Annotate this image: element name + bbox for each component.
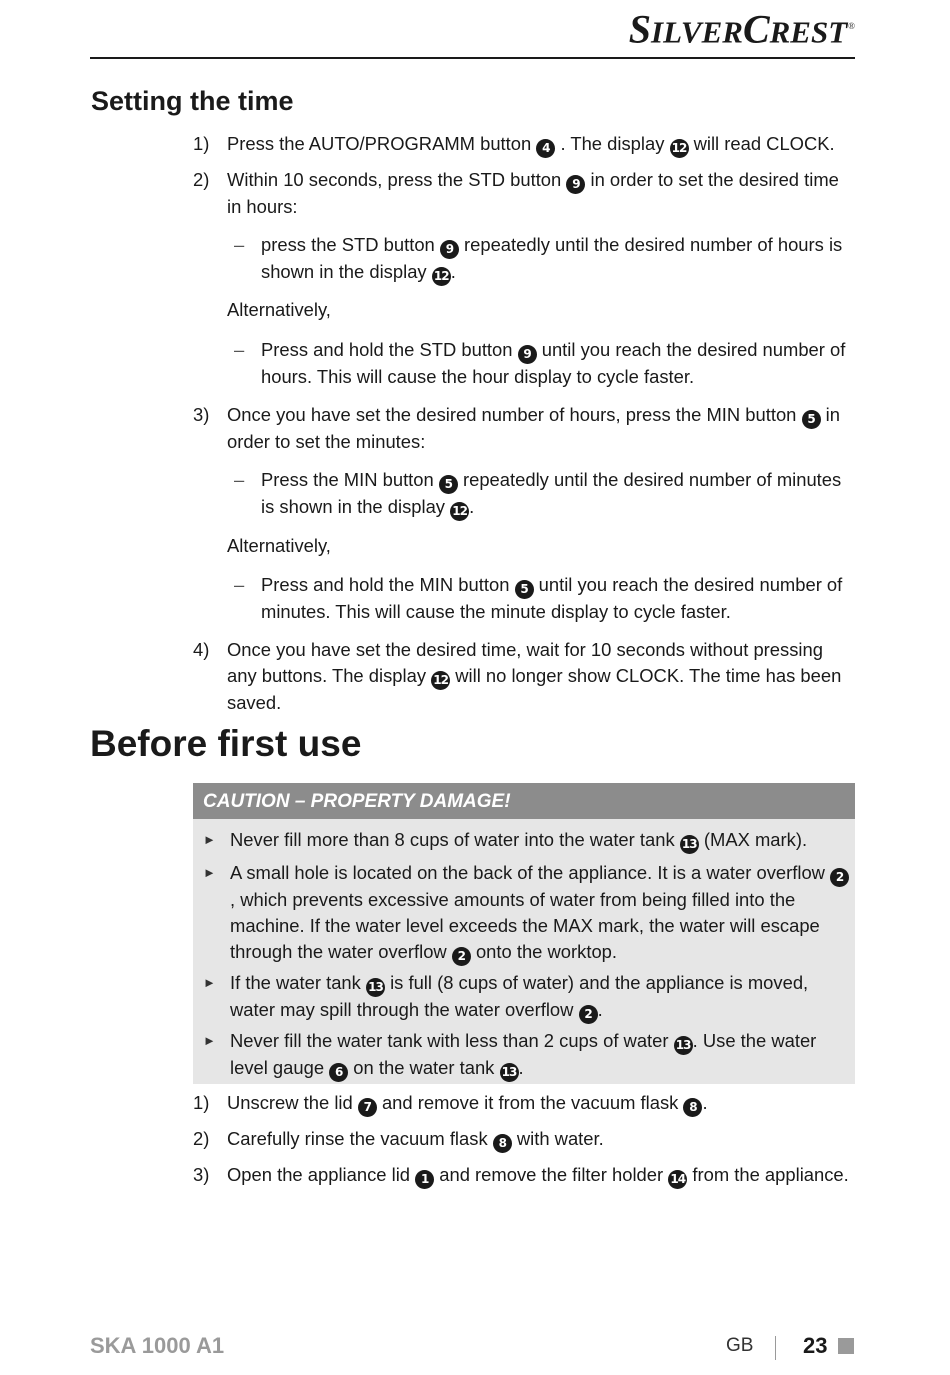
caution-header: CAUTION – PROPERTY DAMAGE! (193, 783, 855, 819)
brand-logo: SILVERCREST® (628, 6, 855, 52)
bullet-text: Never fill more than 8 cups of water into the water tank 13 (MAX mark). (230, 827, 850, 854)
ref-badge: 13 (500, 1063, 519, 1082)
dash-marker: – (234, 339, 245, 360)
footer-divider (775, 1336, 776, 1360)
step-number: 2) (193, 1128, 210, 1149)
alternatively-text-2: Alternatively, (227, 535, 331, 556)
dash-marker: – (234, 234, 245, 255)
dash-marker: – (234, 574, 245, 595)
ref-badge: 1 (415, 1170, 434, 1189)
footer-page-number: 23 (803, 1333, 828, 1358)
ref-badge: 7 (358, 1098, 377, 1117)
ref-badge: 12 (670, 139, 689, 158)
header-rule (90, 57, 855, 59)
substep-text: press the STD button 9 repeatedly until the desired number of hours is shown in the display 12 . (261, 232, 856, 286)
ref-badge: 5 (802, 410, 821, 429)
step-number: 1) (193, 1092, 210, 1113)
ref-badge: 13 (366, 978, 385, 997)
ref-badge: 2 (452, 947, 471, 966)
ref-badge: 9 (440, 240, 459, 259)
step-number: 3) (193, 404, 210, 425)
ref-badge: 8 (493, 1134, 512, 1153)
substep-text: Press the MIN button 5 repeatedly until the desired number of minutes is shown in the display 12 . (261, 467, 856, 521)
ref-badge: 5 (515, 580, 534, 599)
step-text: Press the AUTO/PROGRAMM button 4 . The display 12 will read CLOCK. (227, 131, 857, 158)
step-number: 2) (193, 169, 210, 190)
ref-badge: 8 (683, 1098, 702, 1117)
ref-badge: 5 (439, 475, 458, 494)
bullet-text: If the water tank 13 is full (8 cups of water) and the appliance is moved, water may spill through the water overflow 2 . (230, 970, 850, 1024)
arrow-bullet-icon: ► (203, 832, 216, 847)
arrow-bullet-icon: ► (203, 1033, 216, 1048)
step-number: 3) (193, 1164, 210, 1185)
ref-badge: 14 (668, 1170, 687, 1189)
step-text: Unscrew the lid 7 and remove it from the vacuum flask 8 . (227, 1090, 857, 1117)
substep-text: Press and hold the STD button 9 until you reach the desired number of hours. This will cause the hour display to cycle faster. (261, 339, 846, 387)
section-title-before-first-use: Before first use (90, 723, 362, 764)
ref-badge: 12 (450, 502, 469, 521)
step-number: 1) (193, 133, 210, 154)
ref-badge: 4 (536, 139, 555, 158)
bullet-text: Never fill the water tank with less than 2 cups of water 13 . Use the water level gauge 6 on the water tank 13 . (230, 1028, 850, 1082)
ref-badge: 2 (830, 868, 849, 887)
step-text: Carefully rinse the vacuum flask 8 with water. (227, 1126, 857, 1153)
ref-badge: 9 (566, 175, 585, 194)
arrow-bullet-icon: ► (203, 865, 216, 880)
bullet-text: A small hole is located on the back of the appliance. It is a water overflow 2, which prevents excessive amounts of water from being filled into the machine. If the water level exceeds the MAX mark, the water will escape through the water overflow 2 onto the worktop. (230, 860, 850, 966)
section-title-setting-time: Setting the time (91, 86, 294, 116)
ref-badge: 6 (329, 1063, 348, 1082)
step-text: Once you have set the desired time, wait for 10 seconds without pressing any buttons. The display 12 will no longer show CLOCK. The time has been saved. (227, 639, 842, 713)
ref-badge: 9 (518, 345, 537, 364)
step-text: Once you have set the desired number of hours, press the MIN button 5 in order to set the minutes: (227, 404, 840, 452)
ref-badge: 13 (680, 835, 699, 854)
footer-model-number: SKA 1000 A1 (90, 1333, 225, 1358)
ref-badge: 13 (674, 1036, 693, 1055)
ref-badge: 12 (432, 267, 451, 286)
step-text: Within 10 seconds, press the STD button 9 in order to set the desired time in hours: (227, 169, 839, 217)
alternatively-text-1: Alternatively, (227, 299, 331, 320)
square-icon (838, 1338, 854, 1354)
step-text: Open the appliance lid 1 and remove the filter holder 14 from the appliance. (227, 1162, 857, 1189)
step-number: 4) (193, 639, 210, 660)
ref-badge: 2 (579, 1005, 598, 1024)
footer-language: GB (726, 1335, 754, 1356)
dash-marker: – (234, 469, 245, 490)
arrow-bullet-icon: ► (203, 975, 216, 990)
ref-badge: 12 (431, 671, 450, 690)
substep-text: Press and hold the MIN button 5 until you reach the desired number of minutes. This will cause the minute display to cycle faster. (261, 574, 843, 622)
